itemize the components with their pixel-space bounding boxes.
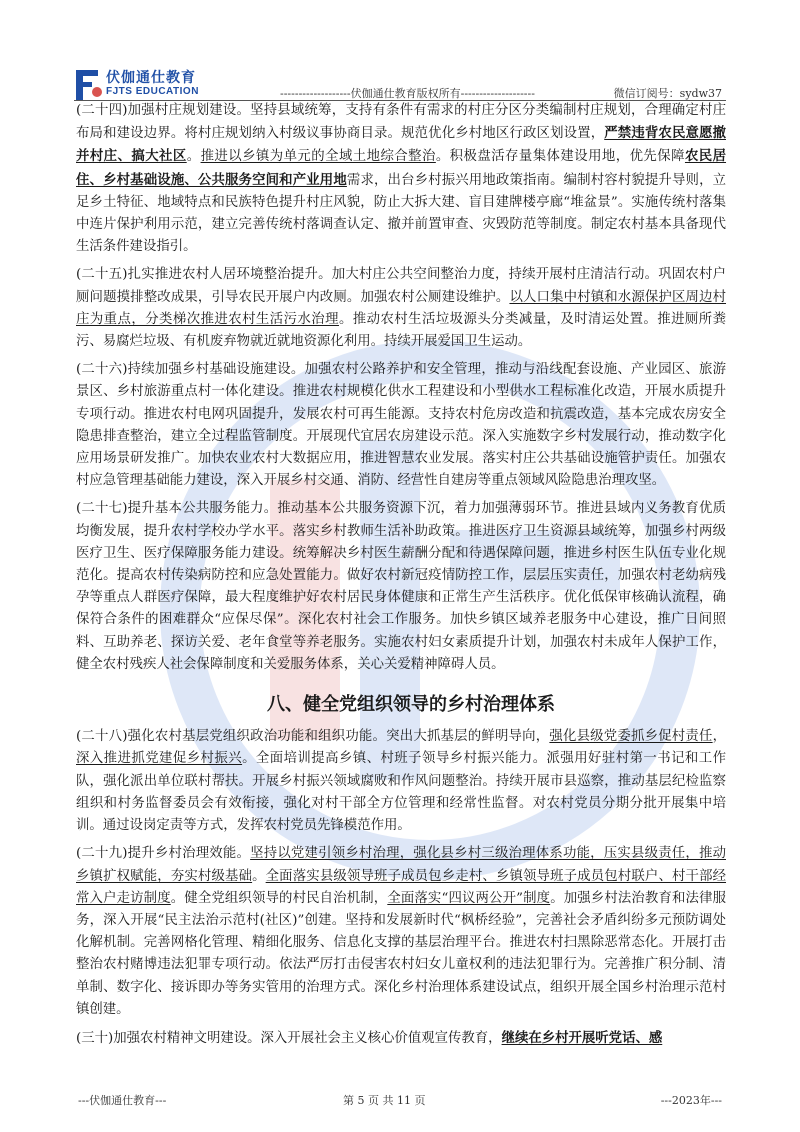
emphasis-text: 继续在乡村开展听党话、感 xyxy=(501,1029,663,1046)
brand-logo xyxy=(73,68,199,104)
paragraph-text: 。全面培训提高乡镇、村班子领导乡村振兴能力。派强用好驻村第一书记和工作队，强化派出单位联村帮扶。开展乡村振兴领域腐败和作风问题整治。持续开展市县巡察，推动基层纪检监察组织和村务监督委员会有效衔接，强化对村干部全方位管理和经常性监督。对农村党员分期分批开展集中培训。通过设岗定责等方式，发挥农村党员先锋模范作用。 xyxy=(76,751,727,834)
emphasis-text: 坚持以党建引领乡村治理，强化县乡村三级治理体系功能，压实县级责任，推动乡镇扩权赋能，夯实村级基础 xyxy=(76,846,726,884)
emphasis-text: 农民居住、乡村基础设施、公共服务空间和产业用地 xyxy=(76,148,727,188)
emphasis-text: 强化县级党委抓乡促村责任 xyxy=(549,729,713,745)
footer-year: ---2023年--- xyxy=(660,1094,722,1107)
fjts-logo-icon xyxy=(73,68,103,104)
paragraph-text: ， xyxy=(712,729,726,745)
paragraph-text: (二十九)提升乡村治理效能。 xyxy=(76,846,251,862)
paragraph xyxy=(76,498,726,676)
paragraph-text: 需求，出台乡村振兴用地政策指南。编制村容村貌提升导则，立足乡土特征、地域特点和民族特色提升村庄风貌，防止大拆大建、盲目建牌楼亭廊“堆盆景”。实施传统村落集中连片保护利用示范，建立完善传统村落调查认定、撤并前置审查、灾毁防范等制度。制定农村基本具备现代生活条件建设指引。 xyxy=(76,172,727,255)
paragraph-text: (二十四)加强村庄规划建设。坚持县域统筹，支持有条件有需求的村庄分区分类编制村庄规划，合理确定村庄布局和建设边界。将村庄规划纳入村级议事协商目录。规范优化乡村地区行政区划设置， xyxy=(76,103,726,142)
section-heading: 八、健全党组织领导的乡村治理体系 xyxy=(267,694,555,716)
paragraph-text: 。健全党组织领导的村民自治机制， xyxy=(170,890,388,906)
paragraph-text: (二十五)扎实推进农村人居环境整治提升。加大村庄公共空间整治力度，持续开展村庄清洁行动。巩固农村户厕问题摸排整改成果，引导农民开展户内改厕。加强农村公厕建设维护。 xyxy=(76,267,726,305)
paragraph-text: (二十八)强化农村基层党组织政治功能和组织功能。突出大抓基层的鲜明导向， xyxy=(76,729,550,745)
paragraph xyxy=(76,726,726,837)
paragraph-text: 。积极盘活存量集体建设用地，优先保障 xyxy=(435,149,685,165)
emphasis-text: 全面落实县级领导班子成员包乡走村、乡镇领导班子成员包村联户、村干部经常入户走访制度 xyxy=(76,868,727,906)
paragraph-text: (二十六)持续加强乡村基础设施建设。加强农村公路养护和安全管理，推动与沿线配套设施、产业园区、旅游景区、乡村旅游重点村一体化建设。推进农村规模化供水工程建设和小型供水工程标准化改造，开展水质提升专项行动。推进农村电网巩固提升，发展农村可再生能源。支持农村危房改造和抗震改造，基本完成农房安全隐患排查整治，建立全过程监管制度。开展现代宜居农房建设示范。深入实施数字乡村发展行动，推动数字化应用场景研发推广。加快农业农村大数据应用，推进智慧农业发展。落实村庄公共基础设施管护责任。加强农村应急管理基础能力建设，深入开展乡村交通、消防、经营性自建房等重点领域风险隐患治理攻坚。 xyxy=(76,362,726,489)
header-wechat: 微信订阅号：sydw37 xyxy=(613,87,722,100)
logo-en-text: FJTS EDUCATION xyxy=(106,86,199,97)
paragraph xyxy=(76,1027,726,1050)
paragraph-text: 。 xyxy=(186,149,201,165)
paragraph-text: 。 xyxy=(252,868,266,884)
header-copyright: -------------------伏伽通仕教育版权所有-------------------- xyxy=(280,87,535,100)
emphasis-text: 以人口集中村镇和水源保护区周边村庄为重点，分类梯次推进农村生活污水治理 xyxy=(76,289,727,327)
footer-page-number: 第 5 页 共 11 页 xyxy=(343,1094,426,1107)
emphasis-text: 推进以乡镇为单元的全域土地综合整治 xyxy=(200,149,436,165)
paragraph-text: (三十)加强农村精神文明建设。深入开展社会主义核心价值观宣传教育， xyxy=(76,1030,502,1046)
paragraph xyxy=(76,100,726,258)
emphasis-text: 严禁违背农民意愿撤并村庄、搞大社区 xyxy=(76,125,726,165)
paragraph xyxy=(76,843,726,1021)
paragraph-group-8 xyxy=(76,726,727,1050)
paragraph-group-7 xyxy=(76,100,727,676)
document-body xyxy=(76,100,727,1050)
paragraph-text: 。加强乡村法治教育和法律服务，深入开展“民主法治示范村(社区)”创建。坚持和发展新时代“枫桥经验”，完善社会矛盾纠纷多元预防调处化解机制。完善网格化管理、精细化服务、信息化支撑的基层治理平台。推进农村扫黑除恶常态化。开展打击整治农村赌博违法犯罪专项行动。依法严厉打击侵害农村妇女儿童权利的违法犯罪行为。完善推广积分制、清单制、数字化、接诉即办等务实管用的治理方式。深化乡村治理体系建设试点，组织开展全国乡村治理示范村镇创建。 xyxy=(76,890,726,1017)
emphasis-text: 全面落实“四议两公开”制度 xyxy=(387,890,551,906)
paragraph xyxy=(76,359,726,492)
emphasis-text: 深入推进抓党建促乡村振兴 xyxy=(76,751,243,767)
logo-cn-text: 伏伽通仕教育 xyxy=(106,70,196,86)
paragraph-text: (二十七)提升基本公共服务能力。推动基本公共服务资源下沉，着力加强薄弱环节。推进县域内义务教育优质均衡发展，提升农村学校办学水平。落实乡村教师生活补助政策。推进医疗卫生资源县域统筹，加强乡村两级医疗卫生、医疗保障服务能力建设。统筹解决乡村医生薪酬分配和待遇保障问题，推进乡村医生队伍专业化规范化。提高农村传染病防控和应急处置能力。做好农村新冠疫情防控工作，层层压实责任，加强农村老幼病残孕等重点人群医疗保障，最大程度维护好农村居民身体健康和正常生产生活秩序。优化低保审核确认流程，确保符合条件的困难群众“应保尽保”。深化农村社会工作服务。加快乡镇区域养老服务中心建设，推广日间照料、互助养老、探访关爱、老年食堂等养老服务。实施农村妇女素质提升计划，加强农村未成年人保护工作，健全农村残疾人社会保障制度和关爱服务体系，关心关爱精神障碍人员。 xyxy=(76,501,726,672)
paragraph-text: 。推动农村生活垃圾源头分类减量，及时清运处置。推进厕所粪污、易腐烂垃圾、有机废弃物就近就地资源化利用。持续开展爱国卫生运动。 xyxy=(76,311,727,350)
paragraph xyxy=(76,264,726,353)
footer-brand: ---伏伽通仕教育--- xyxy=(78,1094,167,1107)
